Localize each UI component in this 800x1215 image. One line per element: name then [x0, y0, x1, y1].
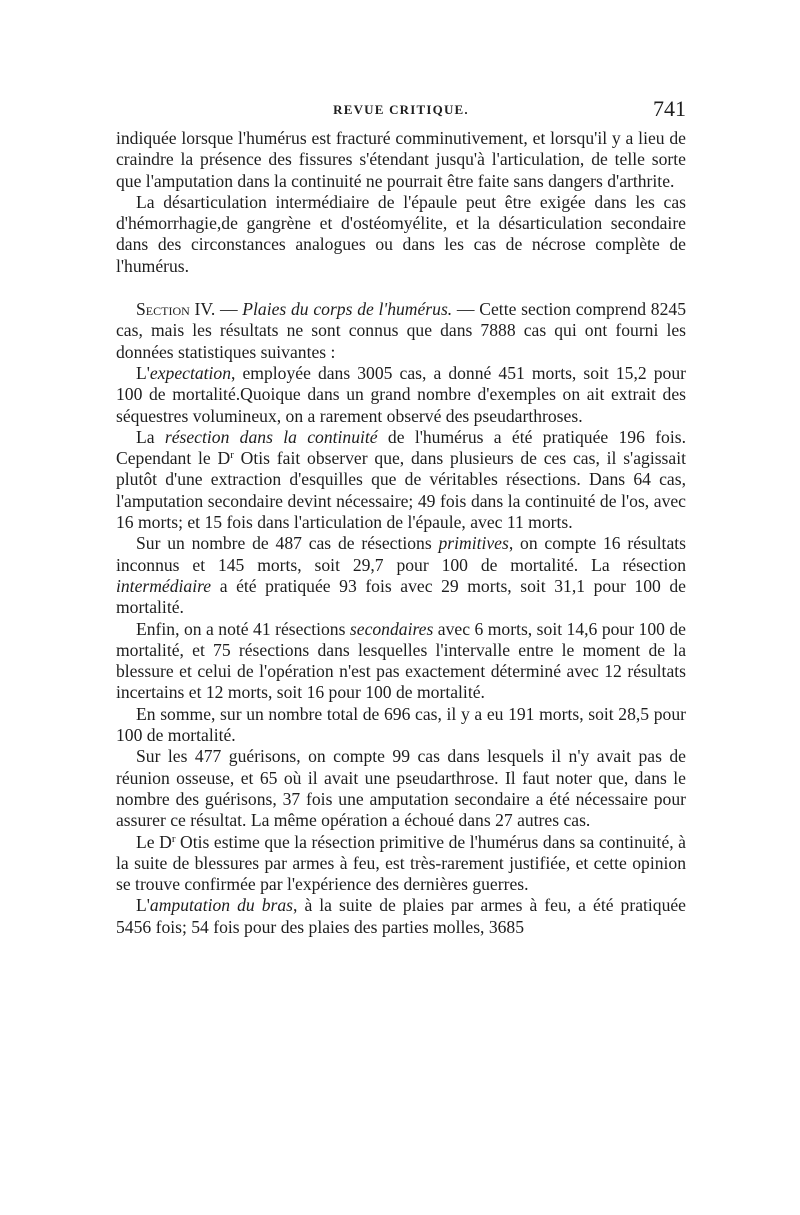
paragraph	[116, 619, 686, 704]
paragraph	[116, 427, 686, 533]
text-segment: Otis fait observer que, dans plusieurs de ces cas, il s'agissait plutôt d'une extraction d'esquilles que de véritables résections. Dans 64 cas, l'amputation secondaire devint nécessaire; 49 fois dans la continuité de l'os, avec 16 morts; et 15 fois dans l'articulation de l'épaule, avec 11 morts.	[116, 448, 686, 533]
text-segment: , employée dans 3005 cas, a donné 451 morts, soit 15,2 pour 100 de mortalité.Quoique dans un grand nombre d'exemples on ait extrait des séquestres volumineux, on a rarement observé des pseudarthroses.	[116, 362, 686, 426]
text-segment: Section	[136, 299, 190, 320]
paragraph	[116, 895, 686, 938]
text-segment: expectation	[149, 362, 232, 383]
text-segment: L'	[136, 362, 150, 383]
text-segment: amputation du bras	[149, 895, 294, 916]
paragraph	[116, 192, 686, 277]
text-segment: IV. —	[189, 299, 243, 320]
text-segment: r	[230, 449, 234, 462]
text-segment: primitives	[438, 533, 509, 554]
text-segment: Sur les 477 guérisons, on compte 99 cas dans lesquels il n'y avait pas de réunion osseuse, et 65 où il avait une pseudarthrose. Il faut noter que, dans le nombre des guérisons, 37 fois une amputation secondaire a été nécessaire pour assurer ce résultat. La même opération a échoué dans 27 autres cas.	[116, 746, 686, 831]
book-page	[116, 96, 686, 938]
text-segment: En somme, sur un nombre total de 696 cas, il y a eu 191 morts, soit 28,5 pour 100 de mortalité.	[116, 703, 686, 746]
paragraph	[116, 363, 686, 427]
text-segment: secondaires	[349, 618, 434, 639]
paragraph	[116, 128, 686, 192]
text-segment: Le D	[136, 831, 172, 852]
paragraph	[116, 746, 686, 831]
text-segment: a été pratiquée 93 fois avec 29 morts, soit 31,1 pour 100 de mortalité.	[116, 575, 686, 618]
text-segment: intermédiaire	[116, 575, 212, 596]
text-segment: avec 6 morts, soit 14,6 pour 100 de mortalité, et 75 résections dans lesquelles l'intervalle entre le moment de la blessure et celui de l'opération n'est pas exactement déterminé avec 12 résultats incertains et 12 morts, soit 16 pour 100 de mortalité.	[116, 618, 686, 703]
page-number: 741	[653, 96, 686, 121]
text-segment: résection dans la continuité	[164, 426, 378, 447]
text-segment: Sur un nombre de 487 cas de résections	[136, 533, 439, 554]
running-title: REVUE CRITIQUE.	[333, 102, 469, 117]
text-segment: La	[136, 426, 165, 447]
text-segment: de l'humérus a été pratiquée 196 fois. Cependant le D	[116, 426, 686, 469]
paragraph	[116, 704, 686, 747]
text-segment: , à la suite de plaies par armes à feu, a été pratiquée 5456 fois; 54 fois pour des plaies des parties molles, 3685	[116, 895, 686, 937]
text-segment: La désarticulation intermédiaire de l'épaule peut être exigée dans les cas d'hémorrhagie,de gangrène et d'ostéomyélite, et la désarticulation secondaire dans des circonstances analogues ou dans les cas de nécrose complète de l'humérus.	[116, 191, 686, 276]
body-text	[116, 128, 686, 938]
text-segment: Enfin, on a noté 41 résections	[136, 618, 350, 639]
running-head	[116, 96, 686, 122]
text-segment: Otis estime que la résection primitive de l'humérus dans sa continuité, à la suite de blessures par armes à feu, est très-rarement justifiée, et cette opinion se trouve confirmée par l'expérience des dernières guerres.	[116, 831, 686, 895]
paragraph	[116, 533, 686, 618]
section-heading-paragraph	[116, 299, 686, 363]
text-segment: Plaies du corps de l'humérus.	[242, 299, 453, 320]
paragraph	[116, 832, 686, 896]
text-segment: — Cette section comprend 8245 cas, mais les résultats ne sont connus que dans 7888 cas qui ont fourni les données statistiques suivantes :	[116, 299, 686, 362]
text-segment: r	[171, 832, 176, 845]
text-segment: L'	[136, 895, 150, 916]
text-segment: indiquée lorsque l'humérus est fracturé comminutivement, et lorsqu'il y a lieu de craindre la présence des fissures s'étendant jusqu'à l'articulation, de telle sorte que l'amputation dans la continuité ne pourrait être faite sans dangers d'arthrite.	[116, 128, 686, 191]
text-segment: , on compte 16 résultats inconnus et 145 morts, soit 29,7 pour 100 de mortalité. La résection	[116, 533, 686, 575]
